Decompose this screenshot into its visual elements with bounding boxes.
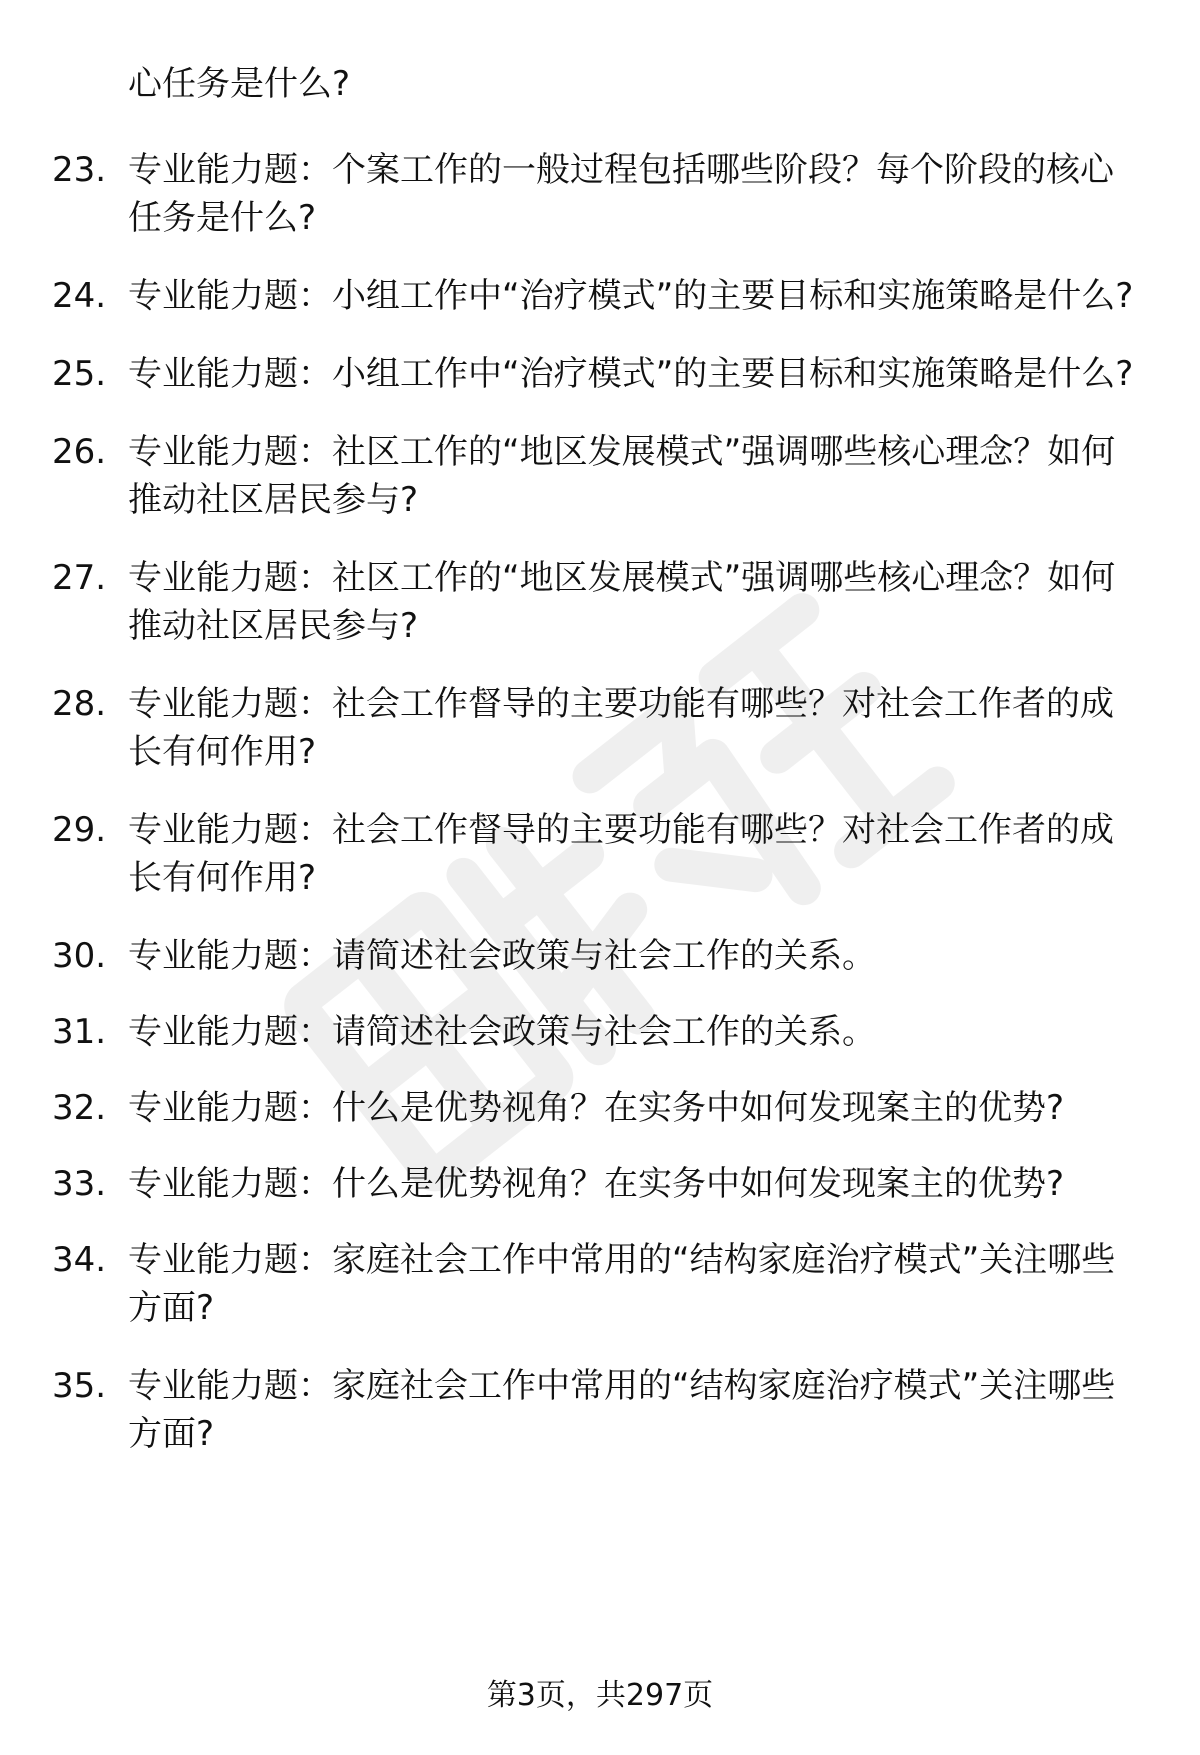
question-number: 25. xyxy=(52,354,107,394)
question-number: 28. xyxy=(52,684,107,724)
question-number: 30. xyxy=(52,936,107,976)
list-item xyxy=(0,146,1138,242)
question-text: 专业能力题：请简述社会政策与社会工作的关系。 xyxy=(128,1012,876,1052)
question-number: 34. xyxy=(52,1240,107,1280)
list-item xyxy=(0,554,1138,650)
question-text: 专业能力题：什么是优势视角？在实务中如何发现案主的优势? xyxy=(128,1164,1065,1204)
list-item xyxy=(0,1008,1138,1056)
question-text: 专业能力题：请简述社会政策与社会工作的关系。 xyxy=(128,936,876,976)
question-text: 专业能力题：小组工作中“治疗模式”的主要目标和实施策略是什么? xyxy=(128,276,1134,316)
list-item xyxy=(0,1362,1138,1458)
question-text: 专业能力题：个案工作的一般过程包括哪些阶段？每个阶段的核心任务是什么? xyxy=(128,150,1114,238)
continued-question-text: 心任务是什么? xyxy=(128,64,351,104)
list-item xyxy=(0,1160,1138,1208)
question-text: 专业能力题：社区工作的“地区发展模式”强调哪些核心理念？如何推动社区居民参与? xyxy=(128,432,1116,520)
list-item xyxy=(0,272,1138,320)
question-text: 专业能力题：什么是优势视角？在实务中如何发现案主的优势? xyxy=(128,1088,1065,1128)
question-text: 专业能力题：家庭社会工作中常用的“结构家庭治疗模式”关注哪些方面? xyxy=(128,1240,1116,1328)
question-number: 26. xyxy=(52,432,107,472)
question-number: 32. xyxy=(52,1088,107,1128)
list-item xyxy=(0,350,1138,398)
question-text: 专业能力题：家庭社会工作中常用的“结构家庭治疗模式”关注哪些方面? xyxy=(128,1366,1116,1454)
list-item xyxy=(0,806,1138,902)
question-text: 专业能力题：社会工作督导的主要功能有哪些？对社会工作者的成长有何作用? xyxy=(128,684,1114,772)
question-number: 23. xyxy=(52,150,107,190)
page-footer: 第3页，共297页 xyxy=(486,1678,714,1713)
question-number: 27. xyxy=(52,558,107,598)
list-item xyxy=(0,680,1138,776)
question-number: 29. xyxy=(52,810,107,850)
question-number: 31. xyxy=(52,1012,107,1052)
question-list xyxy=(0,146,1200,1488)
question-number: 35. xyxy=(52,1366,107,1406)
list-item xyxy=(0,1236,1138,1332)
question-number: 24. xyxy=(52,276,107,316)
list-item xyxy=(0,932,1138,980)
list-item xyxy=(0,1084,1138,1132)
question-text: 专业能力题：社会工作督导的主要功能有哪些？对社会工作者的成长有何作用? xyxy=(128,810,1114,898)
list-item xyxy=(0,428,1138,524)
question-number: 33. xyxy=(52,1164,107,1204)
question-text: 专业能力题：小组工作中“治疗模式”的主要目标和实施策略是什么? xyxy=(128,354,1134,394)
question-text: 专业能力题：社区工作的“地区发展模式”强调哪些核心理念？如何推动社区居民参与? xyxy=(128,558,1116,646)
